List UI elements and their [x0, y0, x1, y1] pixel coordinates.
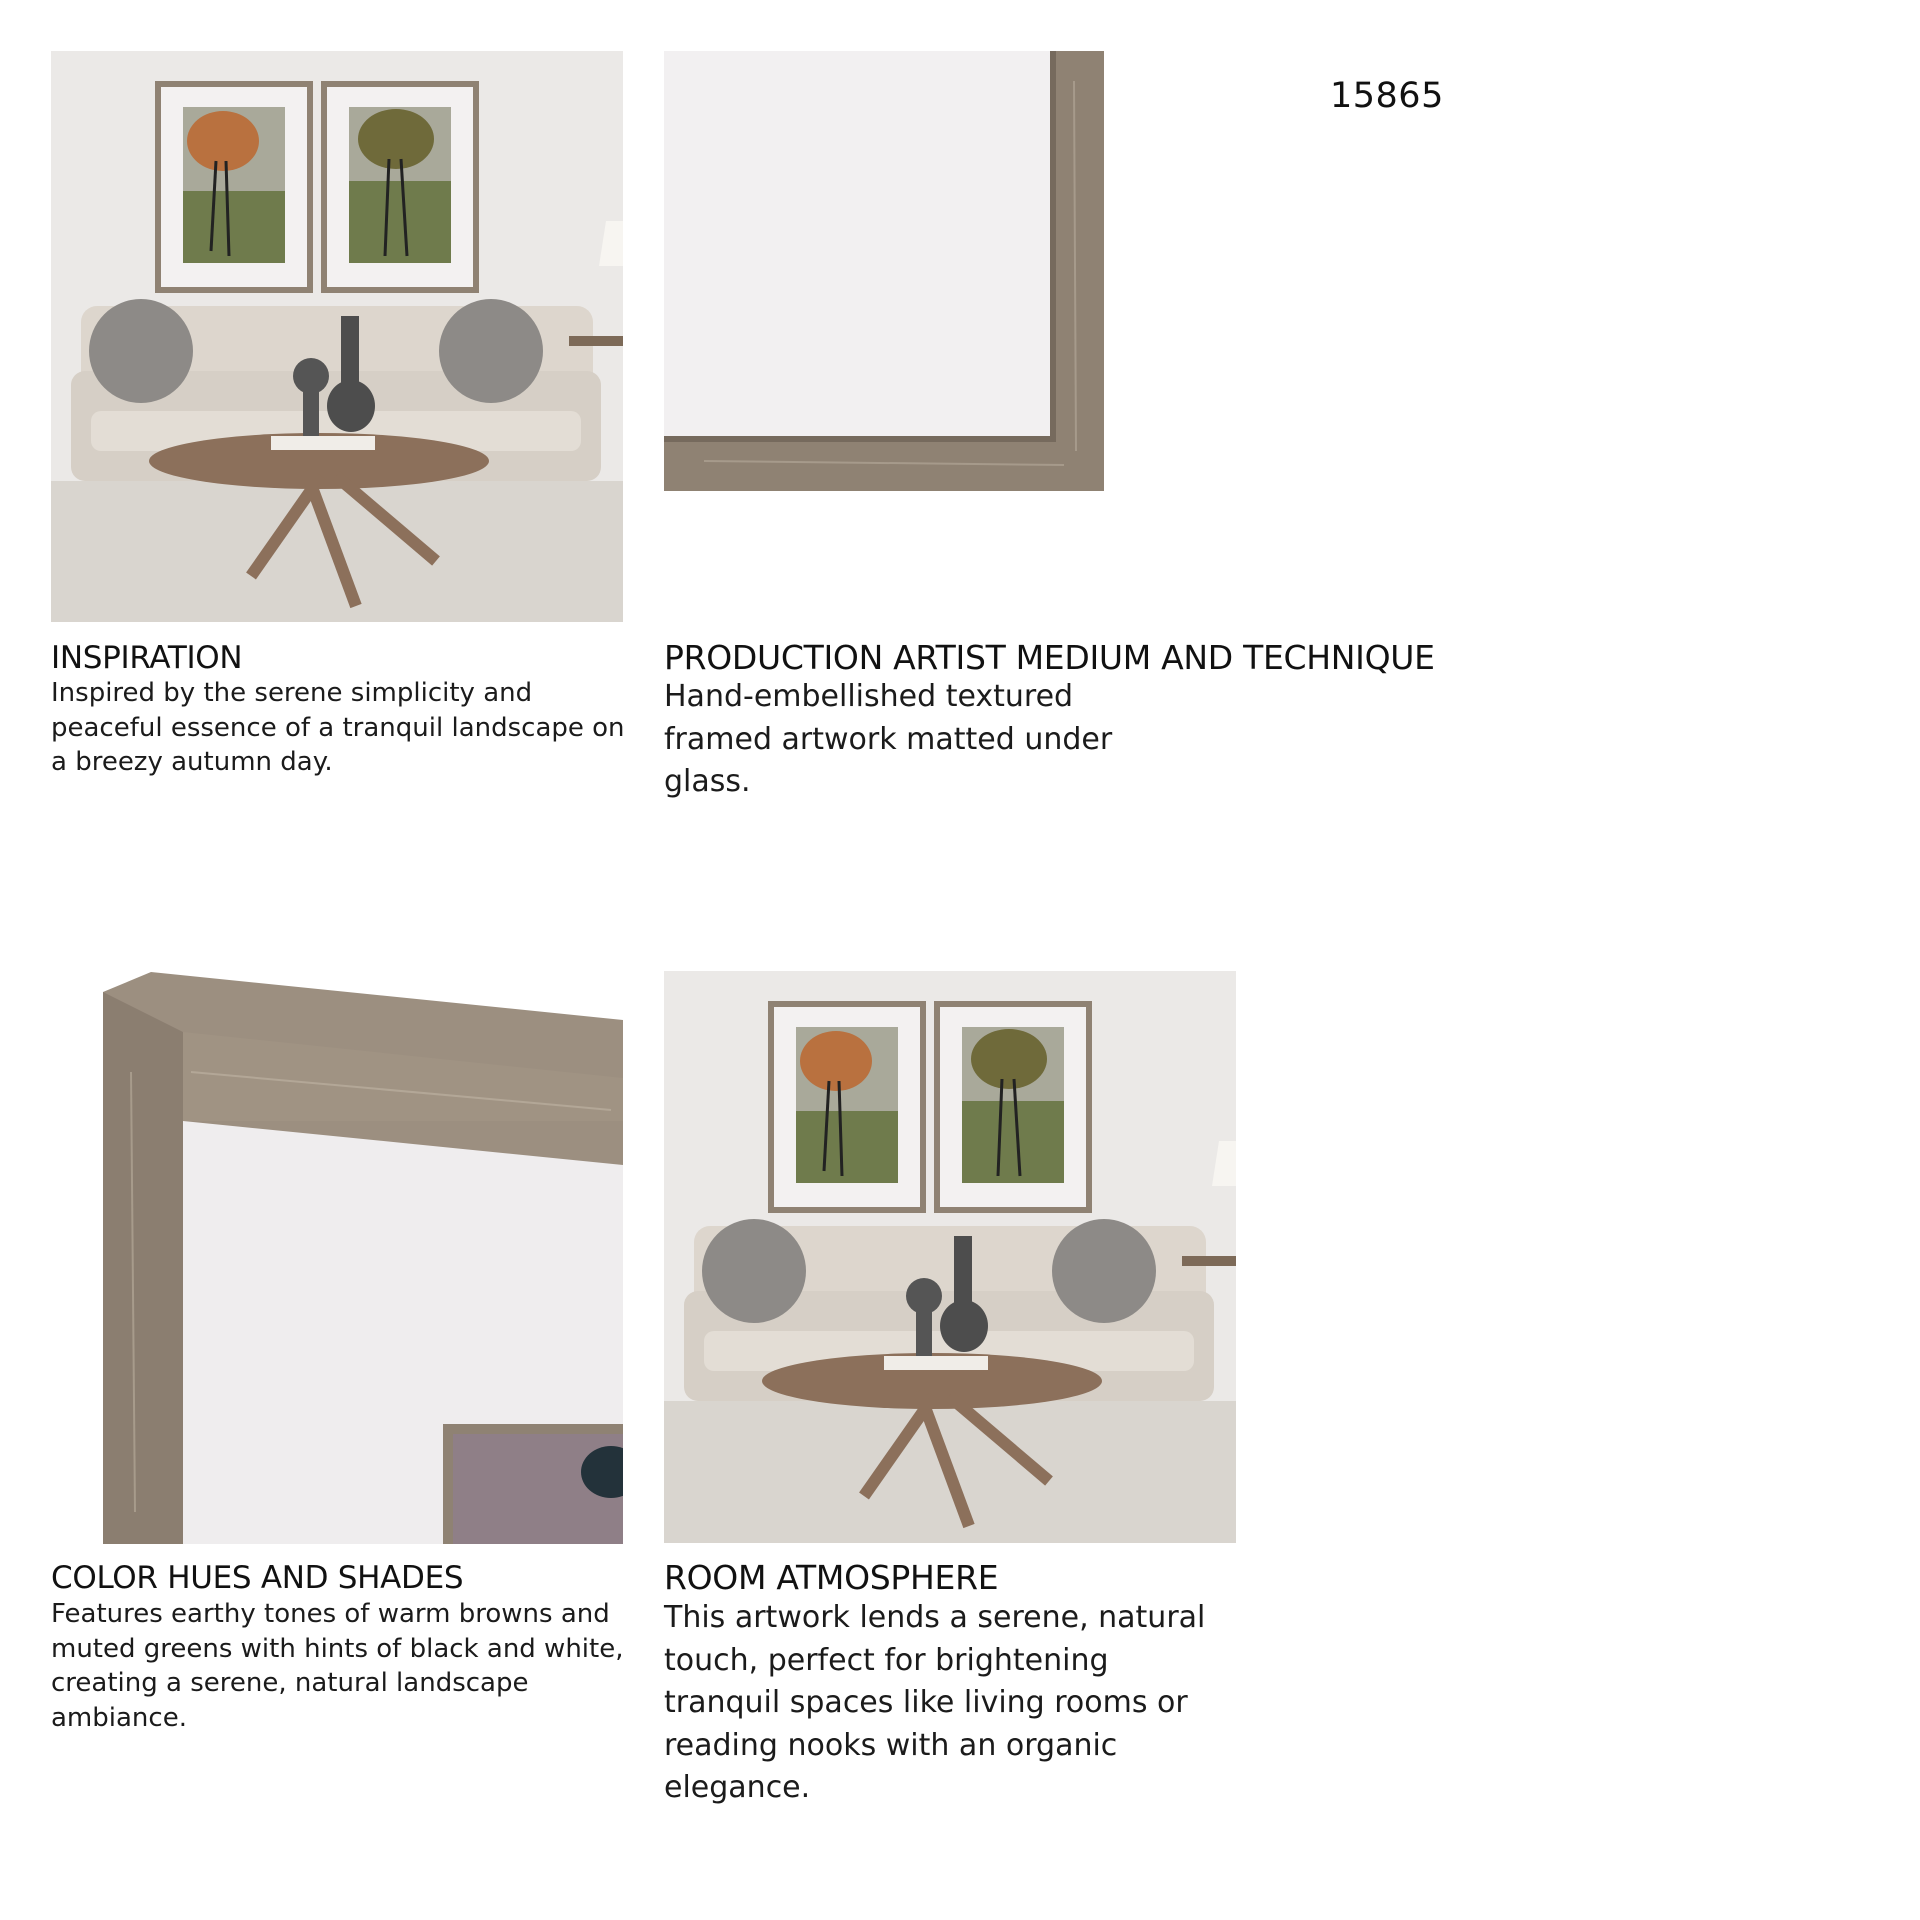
color-title: COLOR HUES AND SHADES: [51, 1560, 464, 1596]
technique-title: PRODUCTION ARTIST MEDIUM AND TECHNIQUE: [664, 638, 1435, 677]
room-atmosphere-body: This artwork lends a serene, natural touch, perfect for brightening tranquil spaces like living rooms or reading nooks with an organic elegance.: [664, 1600, 1206, 1806]
room-atmosphere-image: [664, 971, 1236, 1543]
room-atmosphere-title: ROOM ATMOSPHERE: [664, 1558, 999, 1597]
inspiration-body: Inspired by the serene simplicity and peaceful essence of a tranquil landscape on a breezy autumn day.: [51, 678, 625, 778]
frame-corner-closeup-image: [51, 972, 623, 1544]
color-body: Features earthy tones of warm browns and muted greens with hints of black and white, creating a serene, natural landscape ambiance.: [51, 1599, 624, 1733]
technique-body: Hand-embellished textured framed artwork matted under glass.: [664, 679, 1113, 800]
inspiration-room-image: [51, 51, 623, 622]
inspiration-title: INSPIRATION: [51, 640, 243, 676]
frame-corner-detail-image: [664, 51, 1104, 491]
product-code: 15865: [1330, 76, 1444, 116]
